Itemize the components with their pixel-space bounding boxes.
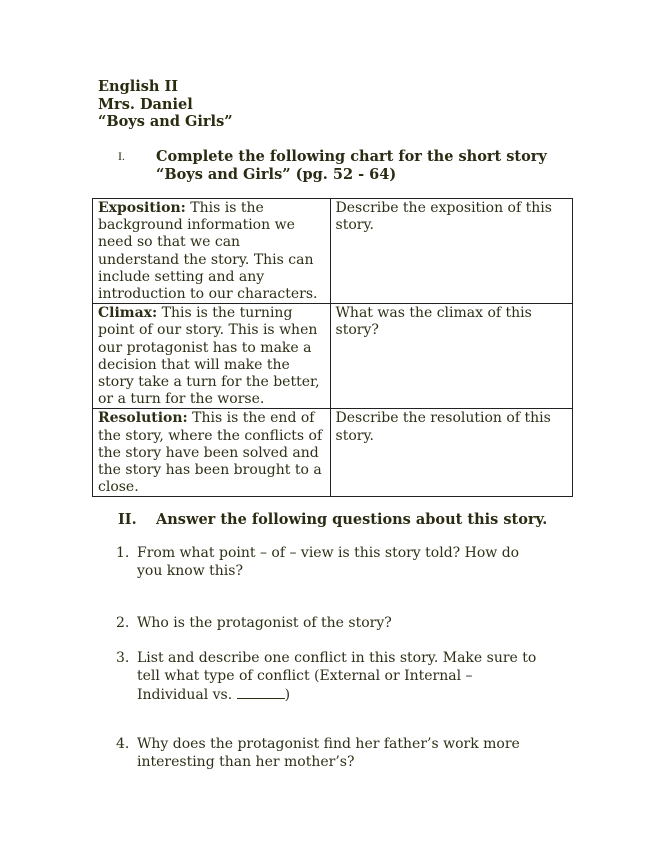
question-text: Why does the protagonist find her father’s work more interesting than her mother’s? — [137, 736, 520, 770]
term-label: Resolution: — [98, 410, 188, 427]
term-definition: This is the end of the story, where the conflicts of the story have been solved and the story has been brought to a close. — [98, 410, 323, 496]
question-text: Who is the protagonist of the story? — [137, 615, 392, 631]
answer-prompt: What was the climax of this story? — [335, 305, 532, 339]
question-item — [116, 615, 546, 633]
definition-cell — [93, 304, 331, 409]
teacher-name: Mrs. Daniel — [98, 95, 193, 113]
table-row — [93, 199, 573, 304]
definition-cell — [93, 409, 331, 497]
section-two-numeral: II. — [118, 511, 137, 528]
question-text — [137, 650, 546, 705]
story-elements-chart — [92, 198, 573, 497]
question-text: From what point – of – view is this story told? How do you know this? — [137, 545, 520, 579]
section-one-instruction — [156, 148, 576, 183]
question-number: 2. — [116, 615, 130, 631]
question-text-end: ) — [284, 687, 291, 703]
instruction-line-1: Complete the following chart for the short story — [156, 148, 547, 165]
section-one-numeral: I. — [118, 149, 125, 163]
question-item — [116, 736, 546, 771]
term-label: Climax: — [98, 305, 158, 322]
question-number: 1. — [116, 545, 130, 561]
section-two-heading — [118, 511, 547, 528]
term-definition: This is the background information we need so that we can understand the story. This can include setting and any introduction to our characters. — [98, 200, 318, 303]
question-text-main: List and describe one conflict in this story. Make sure to tell what type of conflict (External or Internal – Individual vs. — [137, 650, 537, 703]
question-number: 4. — [116, 736, 130, 752]
definition-cell — [93, 199, 331, 304]
question-number: 3. — [116, 650, 130, 666]
question-item — [116, 650, 546, 705]
story-title: “Boys and Girls” — [98, 113, 233, 130]
term-label: Exposition: — [98, 200, 186, 216]
answer-prompt: Describe the exposition of this story. — [335, 200, 552, 234]
answer-blank[interactable] — [237, 685, 285, 699]
table-row — [93, 409, 573, 497]
course-name: English II — [98, 78, 179, 95]
worksheet-header — [98, 78, 233, 131]
table-row — [93, 304, 573, 409]
answer-prompt: Describe the resolution of this story. — [335, 410, 551, 444]
term-definition: This is the turning point of our story. This is when our protagonist has to make a decision that will make the story take a turn for the better, or a turn for the worse. — [98, 305, 320, 408]
answer-cell[interactable] — [330, 304, 572, 409]
answer-cell[interactable] — [330, 409, 572, 497]
question-item — [116, 545, 546, 580]
section-two-instruction: Answer the following questions about this story. — [156, 511, 548, 528]
instruction-line-2: “Boys and Girls” (pg. 52 - 64) — [156, 165, 397, 183]
answer-cell[interactable] — [330, 199, 572, 304]
